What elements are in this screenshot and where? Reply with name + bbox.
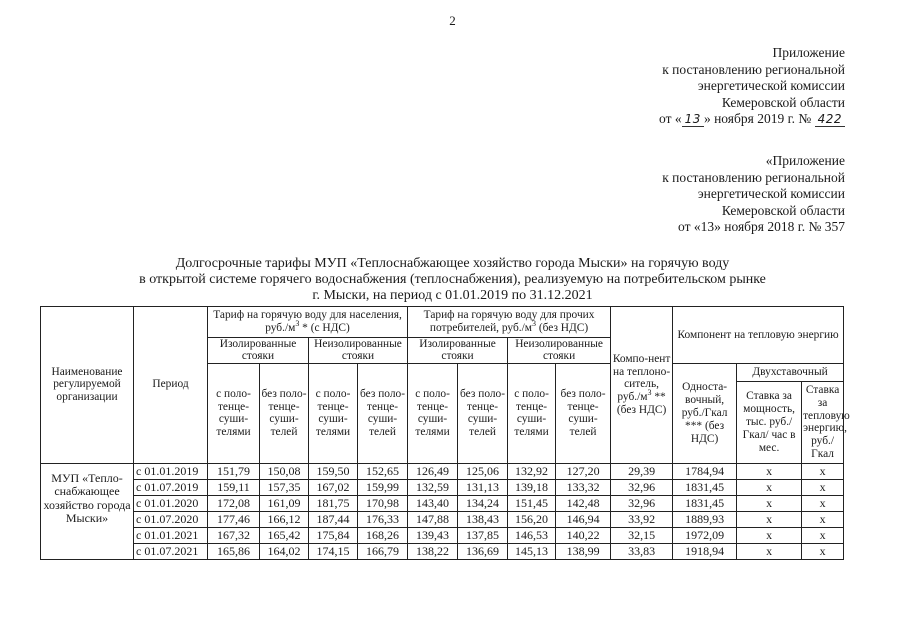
tariff-value-cell: 165,42 (260, 527, 309, 543)
tariff-value-cell: х (802, 463, 844, 479)
appendix-line: энергетической комиссии (697, 78, 845, 94)
tariff-value-cell: 138,99 (556, 543, 611, 559)
table-row (41, 479, 844, 495)
tariff-value-cell: 177,46 (208, 511, 260, 527)
tariff-value-cell: х (802, 527, 844, 543)
appendix-line: Кемеровской области (721, 202, 845, 218)
tariff-value-cell: 175,84 (309, 527, 358, 543)
date-suffix: » ноября 2019 г. № (703, 111, 812, 127)
tariff-value-cell: 164,02 (260, 543, 309, 559)
tariff-table-body (41, 463, 844, 559)
appendix-current (545, 45, 845, 128)
tariff-value-cell: 142,48 (556, 495, 611, 511)
tariff-value-cell: 167,02 (309, 479, 358, 495)
period-cell: с 01.01.2021 (134, 527, 208, 543)
document-title (0, 256, 905, 304)
tariff-value-cell: х (737, 463, 802, 479)
table-row (41, 463, 844, 479)
tariff-value-cell: х (802, 511, 844, 527)
tariff-value-cell: 166,79 (358, 543, 408, 559)
appendix-previous (545, 153, 845, 236)
tariff-value-cell: 181,75 (309, 495, 358, 511)
tariff-value-cell: 139,43 (408, 527, 458, 543)
tariff-table (40, 306, 850, 560)
tariff-value-cell: 134,24 (458, 495, 508, 511)
tariff-value-cell: 146,94 (556, 511, 611, 527)
tariff-value-cell: х (802, 543, 844, 559)
tariff-value-cell: 161,09 (260, 495, 309, 511)
tariff-value-cell: 127,20 (556, 463, 611, 479)
tariff-value-cell: 138,43 (458, 511, 508, 527)
tariff-value-cell: 1889,93 (673, 511, 737, 527)
header-two-part-rate: Двухставочный (737, 364, 844, 382)
header-non-insulated: Неизолированные стояки (309, 337, 408, 364)
header-without-towel: без поло-тенце-суши-телей (260, 364, 309, 464)
tariff-value-cell: 29,39 (611, 463, 673, 479)
tariff-value-cell: 1831,45 (673, 495, 737, 511)
tariff-value-cell: 167,32 (208, 527, 260, 543)
header-with-towel: с поло-тенце-суши-телями (408, 364, 458, 464)
header-without-towel: без поло-тенце-суши-телей (458, 364, 508, 464)
header-non-insulated: Неизолированные стояки (508, 337, 611, 364)
header-insulated: Изолированные стояки (208, 337, 309, 364)
tariff-value-cell: х (802, 479, 844, 495)
table-row (41, 495, 844, 511)
table-row (41, 543, 844, 559)
date-prefix: от « (659, 111, 682, 127)
header-org: Наименование регулируемой организации (41, 307, 134, 464)
header-population-tariff: Тариф на горячую воду для населения, $руб./м^3 * (с$ НДС) (208, 307, 408, 338)
tariff-value-cell: 145,13 (508, 543, 556, 559)
header-without-towel: без поло-тенце-суши-телей (556, 364, 611, 464)
appendix-date-line (545, 111, 845, 128)
tariff-value-cell: 32,96 (611, 495, 673, 511)
tariff-value-cell: х (802, 495, 844, 511)
tariff-value-cell: 176,33 (358, 511, 408, 527)
handwritten-day: 13 (682, 113, 704, 127)
table-row (41, 527, 844, 543)
tariff-value-cell: 168,26 (358, 527, 408, 543)
tariff-value-cell: 33,92 (611, 511, 673, 527)
tariff-value-cell: 156,20 (508, 511, 556, 527)
header-capacity-rate: Ставка за мощность, тыс. руб./ Гкал/ час в мес. (737, 381, 802, 463)
tariff-value-cell: 159,99 (358, 479, 408, 495)
tariff-value-cell: 32,96 (611, 479, 673, 495)
title-line: Долгосрочные тарифы МУП «Теплоснабжающее хозяйство города Мыски» на горячую воду (175, 256, 730, 271)
header-insulated: Изолированные стояки (408, 337, 508, 364)
handwritten-number: 422 (815, 113, 845, 127)
period-cell: с 01.07.2021 (134, 543, 208, 559)
header-with-towel: с поло-тенце-суши-телями (208, 364, 260, 464)
header-row-1 (41, 307, 844, 338)
header-thermal-component: Компонент на тепловую энергию (673, 307, 844, 364)
tariff-value-cell: х (737, 495, 802, 511)
period-cell: с 01.01.2020 (134, 495, 208, 511)
appendix-line: «Приложение (765, 153, 845, 168)
tariff-value-cell: 132,59 (408, 479, 458, 495)
header-with-towel: с поло-тенце-суши-телями (309, 364, 358, 464)
tariff-value-cell: 157,35 (260, 479, 309, 495)
tariff-value-cell: х (737, 479, 802, 495)
title-line: г. Мыски, на период с 01.01.2019 по 31.12.2021 (312, 288, 593, 303)
appendix-line: к постановлению региональной (662, 169, 845, 185)
tariff-value-cell: 146,53 (508, 527, 556, 543)
tariff-value-cell: 1784,94 (673, 463, 737, 479)
tariff-value-cell: 152,65 (358, 463, 408, 479)
table-row (41, 511, 844, 527)
header-without-towel: без поло-тенце-суши-телей (358, 364, 408, 464)
tariff-value-cell: 159,11 (208, 479, 260, 495)
organization-name: МУП «Тепло-снабжающее хозяйство города Мыски» (41, 463, 134, 559)
tariff-value-cell: 126,49 (408, 463, 458, 479)
appendix-line: Приложение (772, 45, 845, 60)
tariff-value-cell: 132,92 (508, 463, 556, 479)
tariff-value-cell: 138,22 (408, 543, 458, 559)
tariff-value-cell: 139,18 (508, 479, 556, 495)
tariff-value-cell: 166,12 (260, 511, 309, 527)
title-line: в открытой системе горячего водоснабжения (теплоснабжения), реализуемую на потребительском рынке (139, 272, 766, 287)
period-cell: с 01.07.2019 (134, 479, 208, 495)
tariff-value-cell: 143,40 (408, 495, 458, 511)
appendix-line: энергетической комиссии (697, 186, 845, 202)
header-carrier-component: Компо-нент на теплоно-ситель, $руб./м^3 ** (без$ НДС) (611, 307, 673, 464)
tariff-value-cell: 170,98 (358, 495, 408, 511)
appendix-line: к постановлению региональной (662, 61, 845, 77)
tariff-value-cell: 174,15 (309, 543, 358, 559)
tariff-value-cell: 33,83 (611, 543, 673, 559)
tariff-value-cell: 187,44 (309, 511, 358, 527)
tariff-value-cell: 1831,45 (673, 479, 737, 495)
tariff-value-cell: х (737, 511, 802, 527)
tariff-value-cell: х (737, 543, 802, 559)
tariff-value-cell: 159,50 (309, 463, 358, 479)
tariff-value-cell: 1918,94 (673, 543, 737, 559)
appendix-line: от «13» ноября 2018 г. № 357 (678, 219, 845, 235)
tariff-value-cell: 1972,09 (673, 527, 737, 543)
tariff-value-cell: 131,13 (458, 479, 508, 495)
page-number: 2 (449, 13, 456, 28)
tariff-value-cell: х (737, 527, 802, 543)
header-energy-rate: Ставка за тепловую энергию, руб./Гкал (802, 381, 844, 463)
period-cell: с 01.07.2020 (134, 511, 208, 527)
header-period: Период (134, 307, 208, 464)
header-one-part-rate: Односта-вочный, руб./Гкал *** (без НДС) (673, 364, 737, 464)
tariff-value-cell: 137,85 (458, 527, 508, 543)
appendix-line: Кемеровской области (721, 94, 845, 110)
tariff-value-cell: 165,86 (208, 543, 260, 559)
tariff-value-cell: 136,69 (458, 543, 508, 559)
tariff-value-cell: 32,15 (611, 527, 673, 543)
header-with-towel: с поло-тенце-суши-телями (508, 364, 556, 464)
tariff-value-cell: 172,08 (208, 495, 260, 511)
header-other-tariff: Тариф на горячую воду для прочих потребителей, $руб./м^3$ (без НДС) (408, 307, 611, 338)
period-cell: с 01.01.2019 (134, 463, 208, 479)
tariff-value-cell: 140,22 (556, 527, 611, 543)
tariff-value-cell: 147,88 (408, 511, 458, 527)
tariff-value-cell: 151,45 (508, 495, 556, 511)
tariff-value-cell: 125,06 (458, 463, 508, 479)
tariff-value-cell: 151,79 (208, 463, 260, 479)
tariff-value-cell: 133,32 (556, 479, 611, 495)
tariff-value-cell: 150,08 (260, 463, 309, 479)
